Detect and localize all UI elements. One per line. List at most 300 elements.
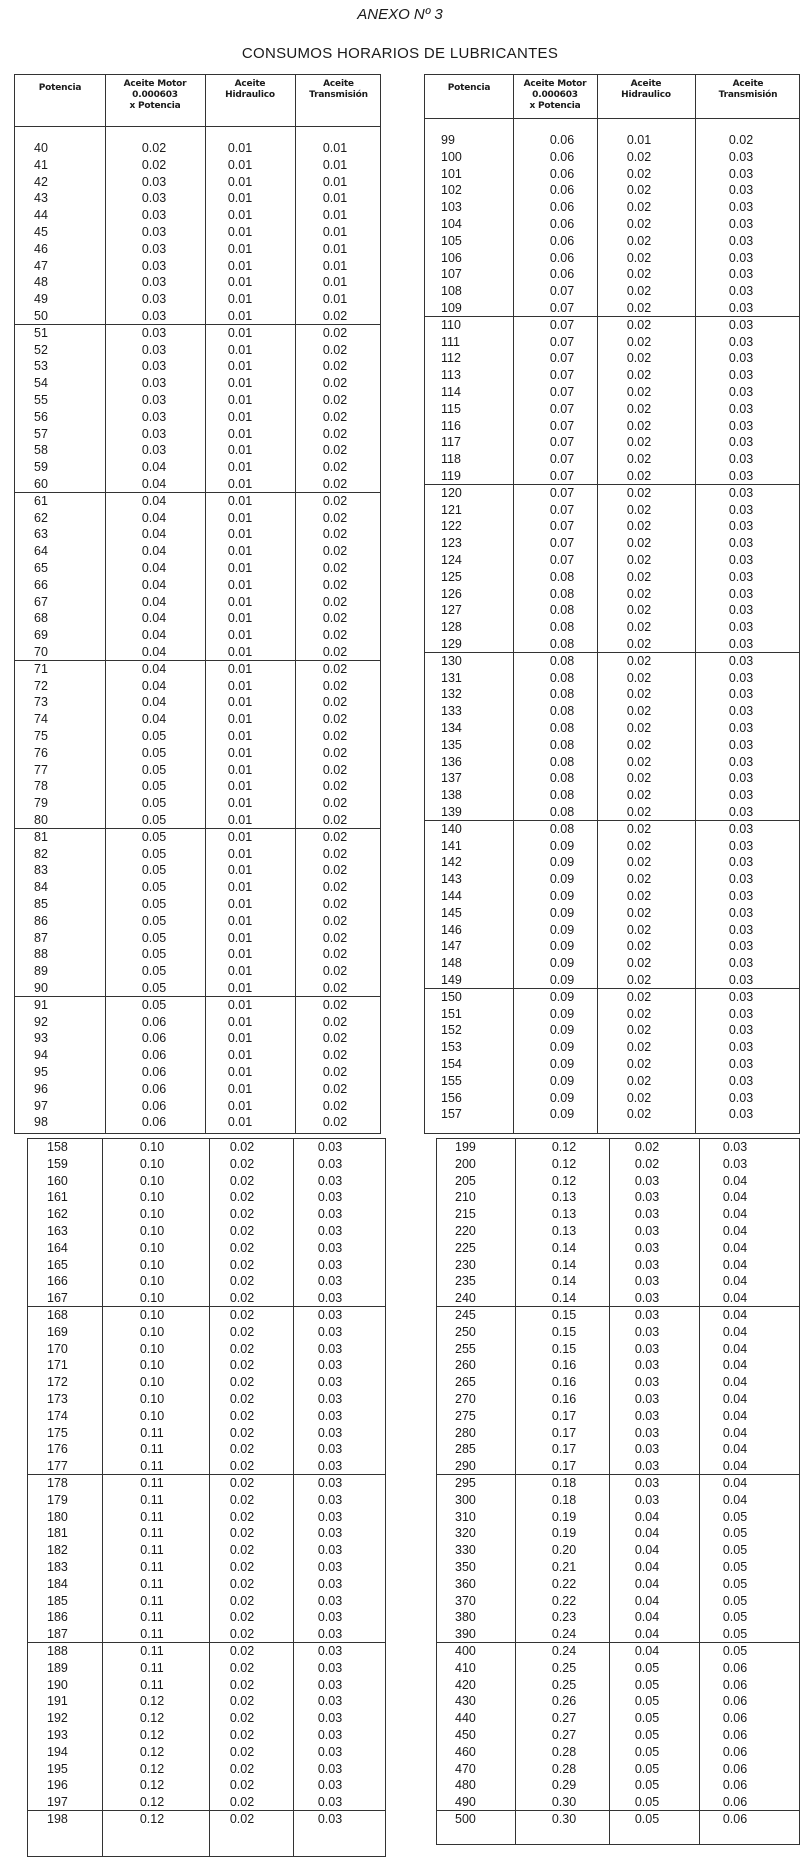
cell-aceite-motor: 0.11 <box>140 1677 164 1692</box>
cell-aceite-hidraulico: 0.02 <box>229 1140 255 1154</box>
header-aceite-hidraulico <box>205 79 295 101</box>
cell-aceite-transmision: 0.03 <box>317 1812 343 1826</box>
cell-aceite-transmision: 0.01 <box>322 141 348 155</box>
cell-aceite-motor: 0.07 <box>549 485 575 500</box>
cell-aceite-motor: 0.11 <box>140 1593 164 1608</box>
cell-aceite-hidraulico: 0.02 <box>626 653 652 668</box>
cell-aceite-motor: 0.04 <box>141 460 167 475</box>
cell-aceite-transmision: 0.03 <box>728 754 754 769</box>
cell-aceite-motor: 0.14 <box>551 1257 577 1272</box>
cell-aceite-transmision: 0.03 <box>317 1795 343 1810</box>
cell-aceite-hidraulico: 0.02 <box>626 1090 652 1105</box>
cell-potencia: 125 <box>441 569 462 584</box>
cell-aceite-transmision: 0.03 <box>728 183 754 198</box>
cell-aceite-hidraulico: 0.02 <box>229 1677 255 1692</box>
header-line: x Potencia <box>529 101 581 111</box>
cell-potencia: 56 <box>34 409 48 424</box>
cell-aceite-hidraulico: 0.02 <box>626 217 652 231</box>
cell-potencia: 178 <box>47 1476 68 1490</box>
cell-aceite-transmision: 0.03 <box>728 149 754 164</box>
cell-aceite-motor: 0.03 <box>141 409 167 424</box>
cell-potencia: 42 <box>34 174 48 189</box>
cell-potencia: 118 <box>441 452 461 467</box>
cell-aceite-transmision: 0.02 <box>322 611 348 626</box>
cell-aceite-hidraulico: 0.01 <box>227 661 253 676</box>
cell-aceite-motor: 0.11 <box>140 1476 164 1490</box>
cell-aceite-motor: 0.03 <box>141 275 167 290</box>
column-divider <box>295 75 296 1133</box>
cell-aceite-transmision: 0.02 <box>322 309 348 323</box>
cell-aceite-transmision: 0.04 <box>722 1442 748 1457</box>
cell-aceite-motor: 0.11 <box>140 1660 164 1675</box>
cell-potencia: 181 <box>47 1526 68 1541</box>
cell-aceite-hidraulico: 0.03 <box>634 1257 660 1272</box>
cell-aceite-hidraulico: 0.01 <box>227 544 253 559</box>
cell-aceite-motor: 0.05 <box>141 863 167 878</box>
cell-potencia: 400 <box>455 1644 476 1658</box>
cell-aceite-hidraulico: 0.02 <box>229 1610 255 1625</box>
cell-aceite-transmision: 0.02 <box>322 678 348 693</box>
cell-potencia: 121 <box>441 502 462 517</box>
cell-aceite-transmision: 0.03 <box>728 603 754 618</box>
cell-aceite-hidraulico: 0.02 <box>626 973 652 987</box>
lubricant-table-top-left <box>14 74 381 1134</box>
cell-aceite-hidraulico: 0.02 <box>626 435 652 450</box>
cell-aceite-hidraulico: 0.01 <box>227 712 253 727</box>
cell-potencia: 136 <box>441 754 462 769</box>
cell-aceite-transmision: 0.04 <box>722 1476 748 1490</box>
cell-aceite-motor: 0.23 <box>551 1610 577 1625</box>
cell-aceite-hidraulico: 0.05 <box>634 1660 660 1675</box>
cell-potencia: 188 <box>47 1644 68 1658</box>
cell-aceite-hidraulico: 0.03 <box>634 1459 660 1474</box>
cell-potencia: 192 <box>47 1711 68 1726</box>
cell-aceite-hidraulico: 0.01 <box>227 880 253 895</box>
cell-potencia: 148 <box>441 956 462 971</box>
cell-aceite-motor: 0.04 <box>141 611 167 626</box>
cell-aceite-transmision: 0.05 <box>722 1610 748 1625</box>
cell-aceite-hidraulico: 0.01 <box>227 342 253 357</box>
cell-potencia: 360 <box>455 1576 476 1591</box>
cell-potencia: 104 <box>441 217 462 231</box>
cell-potencia: 59 <box>34 460 48 475</box>
cell-potencia: 186 <box>47 1610 68 1625</box>
cell-aceite-transmision: 0.03 <box>728 939 754 954</box>
cell-aceite-transmision: 0.03 <box>728 1006 754 1021</box>
cell-aceite-hidraulico: 0.01 <box>227 813 253 827</box>
cell-potencia: 60 <box>34 477 48 491</box>
cell-aceite-motor: 0.03 <box>141 342 167 357</box>
column-divider <box>513 75 514 1133</box>
cell-aceite-motor: 0.06 <box>549 250 575 265</box>
cell-aceite-transmision: 0.02 <box>322 493 348 508</box>
cell-aceite-hidraulico: 0.02 <box>626 351 652 366</box>
cell-aceite-hidraulico: 0.01 <box>227 1065 253 1079</box>
cell-aceite-motor: 0.12 <box>139 1744 165 1759</box>
cell-aceite-transmision: 0.02 <box>322 779 348 794</box>
cell-aceite-hidraulico: 0.01 <box>227 275 253 290</box>
cell-aceite-hidraulico: 0.02 <box>626 805 652 819</box>
cell-aceite-transmision: 0.06 <box>722 1660 748 1675</box>
cell-potencia: 137 <box>441 771 462 786</box>
cell-potencia: 78 <box>34 779 48 794</box>
cell-aceite-motor: 0.07 <box>549 553 575 567</box>
cell-potencia: 162 <box>47 1207 68 1222</box>
cell-aceite-hidraulico: 0.01 <box>626 133 652 147</box>
cell-aceite-motor: 0.09 <box>549 838 575 853</box>
cell-potencia: 116 <box>441 418 461 433</box>
header-line: Aceite <box>323 79 354 89</box>
cell-aceite-hidraulico: 0.02 <box>626 956 652 971</box>
cell-aceite-transmision: 0.03 <box>728 334 754 349</box>
cell-potencia: 134 <box>441 721 462 735</box>
cell-potencia: 83 <box>34 863 48 878</box>
cell-potencia: 95 <box>34 1065 48 1079</box>
cell-aceite-hidraulico: 0.02 <box>229 1795 255 1810</box>
cell-aceite-motor: 0.06 <box>141 1115 167 1130</box>
cell-aceite-hidraulico: 0.02 <box>229 1207 255 1222</box>
header-line: Hidraulico <box>225 90 275 100</box>
cell-aceite-hidraulico: 0.04 <box>634 1644 660 1658</box>
cell-potencia: 131 <box>441 670 462 685</box>
cell-aceite-motor: 0.04 <box>141 577 167 592</box>
cell-aceite-hidraulico: 0.03 <box>634 1341 660 1356</box>
cell-aceite-hidraulico: 0.01 <box>227 695 253 710</box>
cell-aceite-transmision: 0.03 <box>317 1560 343 1574</box>
cell-aceite-transmision: 0.04 <box>722 1291 748 1306</box>
cell-aceite-motor: 0.27 <box>551 1711 577 1726</box>
cell-aceite-hidraulico: 0.01 <box>227 393 253 407</box>
cell-aceite-hidraulico: 0.02 <box>626 620 652 635</box>
cell-aceite-hidraulico: 0.02 <box>229 1224 255 1238</box>
cell-aceite-transmision: 0.02 <box>322 426 348 441</box>
cell-aceite-motor: 0.09 <box>549 1006 575 1021</box>
cell-aceite-motor: 0.03 <box>141 443 167 458</box>
cell-aceite-motor: 0.07 <box>549 385 575 399</box>
cell-aceite-motor: 0.10 <box>139 1140 165 1154</box>
cell-aceite-motor: 0.11 <box>140 1442 164 1457</box>
cell-aceite-motor: 0.05 <box>141 947 167 962</box>
cell-aceite-motor: 0.05 <box>141 729 167 743</box>
cell-aceite-transmision: 0.03 <box>728 536 754 551</box>
cell-aceite-hidraulico: 0.03 <box>634 1476 660 1490</box>
cell-aceite-hidraulico: 0.01 <box>227 477 253 491</box>
cell-aceite-motor: 0.08 <box>549 586 575 601</box>
cell-potencia: 180 <box>47 1509 68 1524</box>
cell-aceite-hidraulico: 0.01 <box>227 241 253 256</box>
cell-aceite-transmision: 0.03 <box>728 956 754 971</box>
cell-aceite-motor: 0.07 <box>549 351 575 366</box>
cell-aceite-motor: 0.11 <box>140 1644 164 1658</box>
cell-aceite-transmision: 0.04 <box>722 1240 748 1255</box>
column-divider <box>515 1139 516 1844</box>
cell-aceite-transmision: 0.03 <box>728 485 754 500</box>
cell-aceite-hidraulico: 0.04 <box>634 1543 660 1558</box>
cell-potencia: 172 <box>47 1375 68 1390</box>
cell-potencia: 141 <box>441 838 462 853</box>
cell-aceite-transmision: 0.03 <box>722 1140 748 1154</box>
cell-aceite-motor: 0.07 <box>549 334 575 349</box>
cell-aceite-motor: 0.08 <box>549 603 575 618</box>
cell-aceite-transmision: 0.04 <box>722 1375 748 1390</box>
cell-aceite-hidraulico: 0.03 <box>634 1224 660 1238</box>
cell-potencia: 199 <box>455 1140 476 1154</box>
cell-aceite-hidraulico: 0.01 <box>227 846 253 861</box>
cell-aceite-motor: 0.08 <box>549 721 575 735</box>
cell-aceite-transmision: 0.02 <box>322 1065 348 1079</box>
cell-aceite-motor: 0.03 <box>141 208 167 223</box>
cell-potencia: 285 <box>455 1442 476 1457</box>
cell-potencia: 320 <box>455 1526 476 1541</box>
cell-potencia: 470 <box>455 1761 476 1776</box>
cell-potencia: 133 <box>441 704 462 719</box>
cell-potencia: 280 <box>455 1425 476 1440</box>
cell-aceite-motor: 0.14 <box>551 1274 577 1289</box>
cell-aceite-transmision: 0.03 <box>728 1090 754 1105</box>
cell-aceite-hidraulico: 0.02 <box>626 284 652 299</box>
cell-aceite-hidraulico: 0.02 <box>229 1375 255 1390</box>
cell-aceite-hidraulico: 0.03 <box>634 1274 660 1289</box>
cell-potencia: 71 <box>34 661 48 676</box>
cell-aceite-motor: 0.22 <box>551 1593 577 1608</box>
cell-aceite-hidraulico: 0.02 <box>229 1694 255 1709</box>
cell-aceite-transmision: 0.03 <box>722 1156 748 1171</box>
cell-aceite-transmision: 0.01 <box>322 241 348 256</box>
cell-aceite-motor: 0.13 <box>551 1207 577 1222</box>
cell-aceite-motor: 0.11 <box>140 1509 164 1524</box>
cell-aceite-motor: 0.09 <box>549 1057 575 1071</box>
cell-potencia: 130 <box>441 653 462 668</box>
cell-aceite-hidraulico: 0.02 <box>229 1291 255 1306</box>
cell-aceite-hidraulico: 0.02 <box>626 368 652 383</box>
header-potencia <box>425 83 513 94</box>
cell-aceite-motor: 0.05 <box>141 829 167 844</box>
cell-aceite-transmision: 0.02 <box>322 796 348 811</box>
cell-aceite-motor: 0.09 <box>549 905 575 920</box>
cell-aceite-motor: 0.18 <box>551 1476 577 1490</box>
cell-potencia: 156 <box>441 1090 462 1105</box>
cell-aceite-transmision: 0.05 <box>722 1560 748 1574</box>
cell-potencia: 132 <box>441 687 462 702</box>
cell-potencia: 149 <box>441 973 462 987</box>
cell-aceite-transmision: 0.02 <box>322 460 348 475</box>
cell-aceite-motor: 0.08 <box>549 754 575 769</box>
cell-aceite-motor: 0.06 <box>549 267 575 282</box>
cell-aceite-transmision: 0.04 <box>722 1492 748 1507</box>
cell-potencia: 173 <box>47 1392 68 1406</box>
cell-aceite-transmision: 0.02 <box>322 897 348 911</box>
cell-aceite-motor: 0.11 <box>140 1526 164 1541</box>
cell-aceite-transmision: 0.03 <box>728 721 754 735</box>
cell-aceite-hidraulico: 0.03 <box>634 1207 660 1222</box>
cell-aceite-hidraulico: 0.02 <box>626 637 652 651</box>
cell-aceite-transmision: 0.03 <box>728 771 754 786</box>
cell-aceite-motor: 0.28 <box>551 1761 577 1776</box>
cell-aceite-hidraulico: 0.01 <box>227 376 253 391</box>
cell-aceite-motor: 0.06 <box>549 217 575 231</box>
cell-aceite-hidraulico: 0.02 <box>229 1744 255 1759</box>
cell-aceite-motor: 0.10 <box>139 1173 165 1188</box>
cell-potencia: 157 <box>441 1107 462 1122</box>
cell-potencia: 62 <box>34 510 48 525</box>
cell-aceite-hidraulico: 0.02 <box>626 385 652 399</box>
cell-aceite-transmision: 0.03 <box>728 1040 754 1055</box>
header-line: Aceite <box>732 79 764 89</box>
cell-aceite-motor: 0.12 <box>139 1778 165 1793</box>
cell-aceite-motor: 0.15 <box>551 1324 577 1339</box>
cell-aceite-motor: 0.16 <box>551 1392 577 1406</box>
cell-aceite-transmision: 0.03 <box>728 418 754 433</box>
cell-potencia: 166 <box>47 1274 68 1289</box>
cell-potencia: 195 <box>47 1761 68 1776</box>
cell-aceite-motor: 0.30 <box>551 1795 577 1810</box>
cell-aceite-transmision: 0.03 <box>317 1358 343 1373</box>
cell-potencia: 193 <box>47 1728 68 1742</box>
cell-aceite-motor: 0.19 <box>551 1509 577 1524</box>
cell-aceite-hidraulico: 0.02 <box>229 1274 255 1289</box>
cell-aceite-transmision: 0.02 <box>322 477 348 491</box>
cell-potencia: 92 <box>34 1014 48 1029</box>
cell-aceite-hidraulico: 0.02 <box>626 603 652 618</box>
cell-potencia: 197 <box>47 1795 68 1810</box>
cell-aceite-motor: 0.12 <box>551 1140 577 1154</box>
cell-aceite-motor: 0.10 <box>139 1274 165 1289</box>
cell-potencia: 58 <box>34 443 48 458</box>
cell-aceite-motor: 0.05 <box>141 997 167 1012</box>
cell-aceite-hidraulico: 0.01 <box>227 964 253 979</box>
header-divider <box>425 118 799 119</box>
cell-aceite-motor: 0.05 <box>141 813 167 827</box>
cell-aceite-hidraulico: 0.01 <box>227 258 253 273</box>
cell-aceite-hidraulico: 0.02 <box>626 401 652 416</box>
cell-potencia: 143 <box>441 872 462 887</box>
cell-potencia: 159 <box>47 1156 68 1171</box>
cell-aceite-hidraulico: 0.02 <box>626 200 652 215</box>
cell-potencia: 440 <box>455 1711 476 1726</box>
cell-aceite-transmision: 0.03 <box>728 233 754 248</box>
cell-aceite-transmision: 0.02 <box>322 409 348 424</box>
cell-potencia: 106 <box>441 250 462 265</box>
cell-aceite-transmision: 0.03 <box>728 200 754 215</box>
cell-aceite-hidraulico: 0.02 <box>626 721 652 735</box>
cell-aceite-transmision: 0.02 <box>728 133 754 147</box>
cell-aceite-hidraulico: 0.03 <box>634 1291 660 1306</box>
cell-aceite-transmision: 0.03 <box>317 1576 343 1591</box>
cell-potencia: 111 <box>441 334 461 349</box>
cell-aceite-motor: 0.08 <box>549 687 575 702</box>
cell-potencia: 390 <box>455 1627 476 1642</box>
cell-potencia: 240 <box>455 1291 476 1306</box>
cell-aceite-hidraulico: 0.02 <box>229 1560 255 1574</box>
cell-potencia: 158 <box>47 1140 68 1154</box>
cell-aceite-transmision: 0.03 <box>728 284 754 299</box>
cell-potencia: 94 <box>34 1048 48 1063</box>
cell-aceite-hidraulico: 0.05 <box>634 1761 660 1776</box>
cell-aceite-motor: 0.08 <box>549 805 575 819</box>
cell-aceite-hidraulico: 0.01 <box>227 1014 253 1029</box>
header-aceite-transmision <box>295 79 382 101</box>
cell-aceite-transmision: 0.03 <box>317 1644 343 1658</box>
cell-aceite-hidraulico: 0.02 <box>626 670 652 685</box>
cell-aceite-motor: 0.04 <box>141 628 167 643</box>
column-divider <box>609 1139 610 1844</box>
cell-aceite-motor: 0.19 <box>551 1526 577 1541</box>
cell-aceite-motor: 0.03 <box>141 241 167 256</box>
cell-aceite-transmision: 0.02 <box>322 829 348 844</box>
cell-aceite-motor: 0.07 <box>549 502 575 517</box>
cell-potencia: 184 <box>47 1576 68 1591</box>
header-line: Potencia <box>447 83 491 93</box>
cell-aceite-motor: 0.05 <box>141 846 167 861</box>
header-line: Aceite <box>234 79 266 89</box>
cell-aceite-transmision: 0.03 <box>728 872 754 887</box>
cell-aceite-motor: 0.30 <box>551 1812 577 1826</box>
cell-aceite-transmision: 0.02 <box>322 964 348 979</box>
cell-aceite-motor: 0.10 <box>139 1190 165 1205</box>
cell-potencia: 74 <box>34 712 48 727</box>
cell-aceite-hidraulico: 0.02 <box>229 1240 255 1255</box>
cell-potencia: 220 <box>455 1224 476 1238</box>
cell-aceite-transmision: 0.03 <box>317 1509 343 1524</box>
cell-aceite-motor: 0.09 <box>549 872 575 887</box>
cell-potencia: 80 <box>34 813 48 827</box>
cell-aceite-hidraulico: 0.01 <box>227 1031 253 1046</box>
cell-aceite-motor: 0.04 <box>141 477 167 491</box>
cell-aceite-hidraulico: 0.03 <box>634 1425 660 1440</box>
cell-aceite-hidraulico: 0.01 <box>227 762 253 777</box>
cell-aceite-transmision: 0.06 <box>722 1694 748 1709</box>
cell-aceite-hidraulico: 0.02 <box>626 183 652 198</box>
cell-potencia: 144 <box>441 889 462 903</box>
cell-aceite-motor: 0.04 <box>141 678 167 693</box>
cell-aceite-transmision: 0.03 <box>317 1677 343 1692</box>
cell-aceite-motor: 0.03 <box>141 191 167 206</box>
cell-aceite-transmision: 0.02 <box>322 1031 348 1046</box>
cell-aceite-motor: 0.11 <box>140 1425 164 1440</box>
cell-aceite-hidraulico: 0.02 <box>229 1442 255 1457</box>
cell-aceite-hidraulico: 0.03 <box>634 1358 660 1373</box>
cell-aceite-motor: 0.04 <box>141 527 167 542</box>
cell-aceite-motor: 0.05 <box>141 762 167 777</box>
cell-aceite-transmision: 0.03 <box>317 1761 343 1776</box>
cell-aceite-hidraulico: 0.04 <box>634 1560 660 1574</box>
cell-aceite-motor: 0.05 <box>141 796 167 811</box>
cell-aceite-motor: 0.03 <box>141 376 167 391</box>
cell-aceite-transmision: 0.01 <box>322 191 348 206</box>
cell-aceite-transmision: 0.03 <box>728 1057 754 1071</box>
cell-aceite-transmision: 0.02 <box>322 712 348 727</box>
cell-aceite-hidraulico: 0.01 <box>227 897 253 911</box>
cell-potencia: 146 <box>441 922 462 937</box>
cell-aceite-motor: 0.07 <box>549 435 575 450</box>
cell-aceite-hidraulico: 0.04 <box>634 1509 660 1524</box>
cell-aceite-motor: 0.07 <box>549 301 575 315</box>
cell-potencia: 54 <box>34 376 48 391</box>
cell-aceite-hidraulico: 0.01 <box>227 561 253 575</box>
cell-aceite-motor: 0.12 <box>551 1156 577 1171</box>
cell-aceite-hidraulico: 0.01 <box>227 309 253 323</box>
cell-aceite-hidraulico: 0.02 <box>229 1257 255 1272</box>
cell-aceite-hidraulico: 0.02 <box>626 553 652 567</box>
cell-aceite-motor: 0.15 <box>551 1341 577 1356</box>
cell-aceite-motor: 0.06 <box>141 1031 167 1046</box>
cell-aceite-transmision: 0.02 <box>322 880 348 895</box>
cell-potencia: 163 <box>47 1224 68 1238</box>
cell-aceite-hidraulico: 0.01 <box>227 208 253 223</box>
cell-potencia: 480 <box>455 1778 476 1793</box>
cell-potencia: 460 <box>455 1744 476 1759</box>
cell-aceite-hidraulico: 0.02 <box>626 519 652 534</box>
